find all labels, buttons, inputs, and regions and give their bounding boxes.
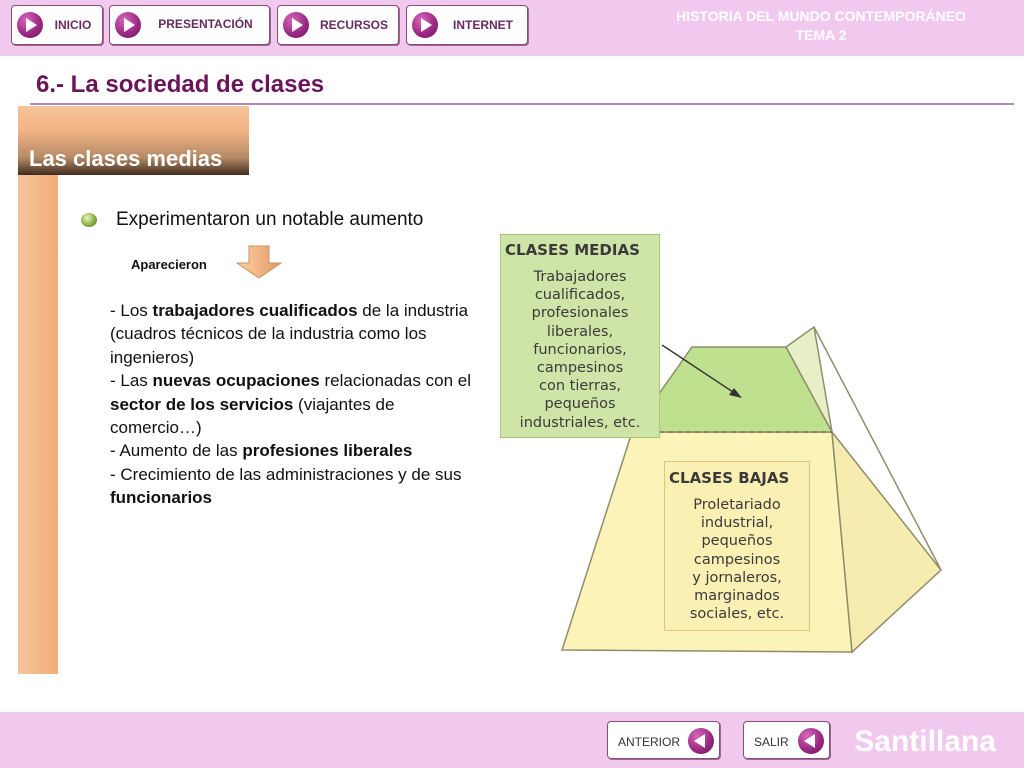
course-unit: TEMA 2	[795, 27, 847, 43]
diagram-line: industriales, etc.	[519, 414, 641, 431]
page-title: 6.- La sociedad de clases	[36, 71, 325, 98]
detail-item	[110, 369, 472, 439]
clases-medias-box	[500, 234, 660, 438]
detail-text: - Crecimiento de las administraciones y de sus	[110, 464, 462, 484]
detail-bold-text: trabajadores cualificados	[152, 301, 358, 320]
play-icon	[115, 12, 141, 38]
nav-button-recursos[interactable]	[277, 5, 399, 45]
nav-button-inicio[interactable]	[11, 5, 103, 45]
detail-text: relacionadas con el	[319, 371, 471, 391]
diagram-line: sociales, etc.	[689, 606, 785, 623]
diagram-line: industrial,	[700, 515, 774, 532]
detail-item	[110, 299, 472, 369]
bullet-icon	[81, 213, 97, 227]
diagram-line: y jornaleros,	[692, 569, 782, 586]
play-icon	[17, 12, 43, 38]
detail-text: - Aumento de las	[110, 441, 243, 461]
detail-bold-text: nuevas ocupaciones	[152, 371, 320, 391]
salir-label: SALIR	[754, 735, 789, 749]
anterior-label: ANTERIOR	[618, 735, 681, 749]
back-arrow-icon	[798, 728, 824, 754]
detail-bold-text: profesiones liberales	[242, 441, 413, 461]
nav-label-recursos: RECURSOS	[319, 18, 388, 32]
detail-text: - Las	[110, 371, 153, 391]
nav-label-internet: INTERNET	[453, 18, 513, 32]
diagram-line: pequeños	[701, 533, 773, 550]
aparecieron-label: Aparecieron	[131, 257, 207, 272]
diagram-line: campesinos	[693, 551, 781, 568]
brand-logo: Santillana	[854, 725, 996, 758]
anterior-button[interactable]	[607, 721, 720, 759]
subtitle-banner	[18, 106, 249, 175]
clases-bajas-title: CLASES BAJAS	[669, 469, 790, 487]
diagram-line: marginados	[694, 588, 780, 605]
diagram-line: con tierras,	[539, 378, 621, 395]
bullet-text: Experimentaron un notable aumento	[116, 209, 424, 230]
salir-button[interactable]	[743, 721, 830, 759]
detail-item	[110, 439, 472, 462]
bottom-navigation-bar	[0, 712, 1024, 768]
diagram-line: profesionales	[531, 305, 629, 322]
diagram-line: funcionarios,	[533, 341, 627, 358]
arrow-down-icon	[236, 245, 282, 279]
nav-label-presentacion: PRESENTACIÓN	[158, 17, 253, 31]
clases-medias-title: CLASES MEDIAS	[505, 241, 640, 259]
back-arrow-icon	[688, 728, 714, 754]
clases-bajas-list	[665, 496, 809, 623]
diagram-line: liberales,	[546, 323, 614, 340]
detail-text: de la industria (cuadros técnicos de la industria como los ingenieros)	[110, 301, 469, 367]
detail-list	[110, 299, 472, 510]
diagram-line: pequeños	[544, 396, 616, 413]
play-icon	[412, 12, 438, 38]
nav-button-internet[interactable]	[406, 5, 528, 45]
detail-item	[110, 463, 472, 510]
title-divider	[30, 103, 1014, 105]
diagram-line: cualificados,	[534, 287, 626, 304]
play-icon	[283, 12, 309, 38]
detail-bold-text: sector de los servicios	[110, 394, 294, 414]
top-navigation-bar	[0, 0, 1024, 56]
diagram-line: campesinos	[536, 360, 624, 377]
diagram-line: Proletariado	[693, 497, 781, 513]
diagram-line: Trabajadores	[533, 269, 627, 285]
subtitle-text: Las clases medias	[29, 146, 223, 171]
nav-label-inicio: INICIO	[54, 18, 92, 32]
course-header	[636, 7, 1006, 45]
nav-button-presentacion[interactable]	[109, 5, 270, 45]
detail-text: (viajantes de comercio…)	[110, 394, 395, 438]
detail-bold-text: funcionarios	[110, 488, 213, 508]
course-title: HISTORIA DEL MUNDO CONTEMPORÁNEO	[676, 8, 966, 24]
clases-bajas-box	[664, 461, 810, 631]
clases-medias-list	[501, 268, 659, 432]
detail-text: - Los	[110, 301, 153, 320]
left-decorative-band	[18, 106, 58, 674]
class-pyramid-diagram	[496, 230, 966, 660]
